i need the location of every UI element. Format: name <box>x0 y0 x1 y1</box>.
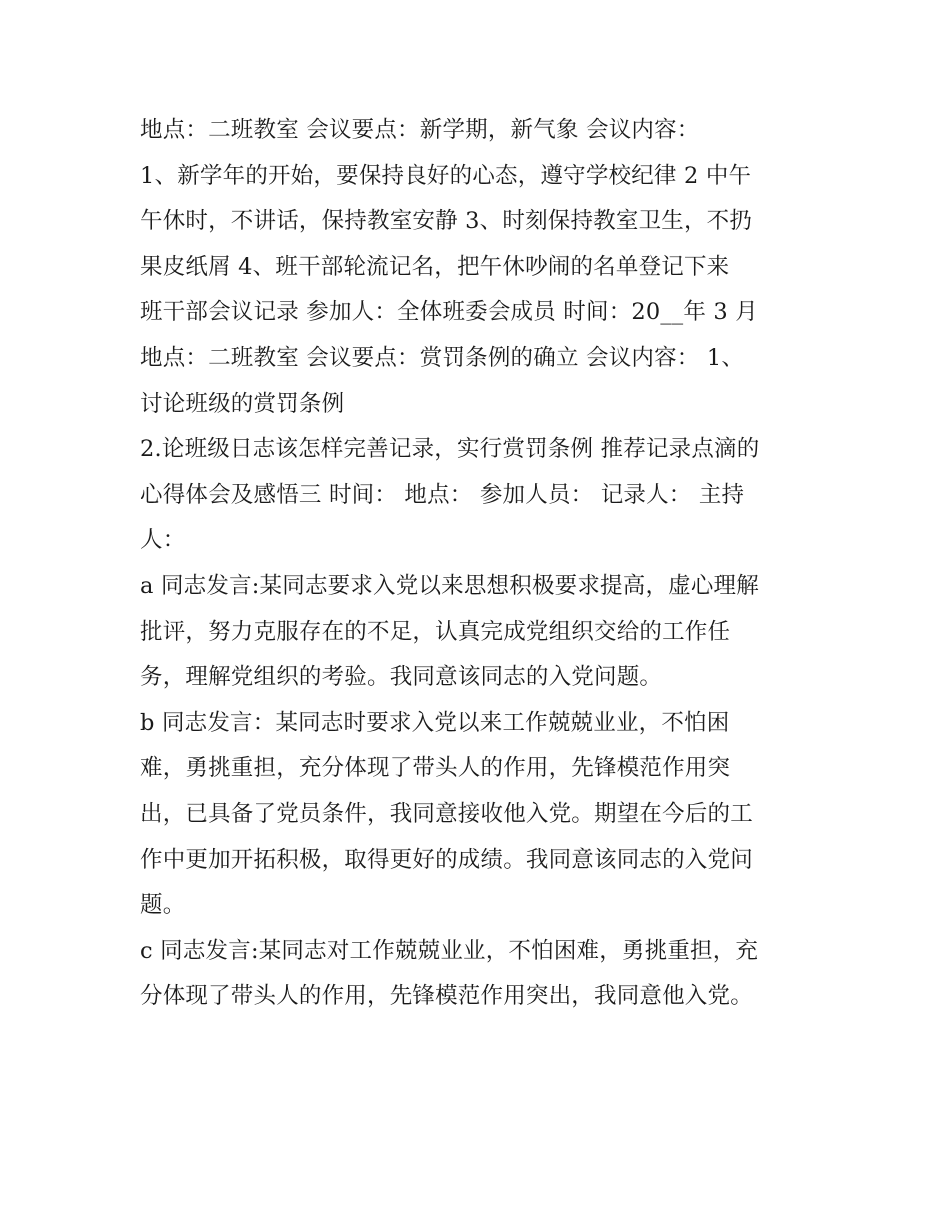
text-line: 地点：二班教室 会议要点：新学期，新气象 会议内容： <box>140 117 700 143</box>
text-line: 分体现了带头人的作用，先锋模范作用突出，我同意他入党。 <box>140 983 753 1010</box>
text-line: 题。 <box>140 892 186 919</box>
text-line: 作中更加开拓积极，取得更好的成绩。我同意该同志的入党问 <box>140 846 753 873</box>
text-line: 人： <box>140 527 186 554</box>
text-line: 果皮纸屑 4、班干部轮流记名，把午休吵闹的名单登记下来 <box>140 253 730 280</box>
text-line: 班干部会议记录 参加人：全体班委会成员 时间：20__年 3 月 <box>140 299 758 326</box>
text-line: 务，理解党组织的考验。我同意该同志的入党问题。 <box>140 664 663 691</box>
text-line: 讨论班级的赏罚条例 <box>140 390 345 417</box>
text-line: 地点：二班教室 会议要点：赏罚条例的确立 会议内容： 1、 <box>140 344 745 371</box>
text-line: 批评，努力克服存在的不足，认真完成党组织交给的工作任 <box>140 618 731 645</box>
document-body <box>140 108 820 1020</box>
text-line: a 同志发言:某同志要求入党以来思想积极要求提高，虚心理解 <box>140 572 759 599</box>
text-line: 午休时，不讲话，保持教室安静 3、时刻保持教室卫生，不扔 <box>140 208 753 235</box>
text-line: 心得体会及感悟三 时间： 地点： 参加人员： 记录人： 主持 <box>140 481 745 508</box>
text-line: 难，勇挑重担，充分体现了带头人的作用，先锋模范作用突 <box>140 755 731 782</box>
text-line: c 同志发言:某同志对工作兢兢业业，不怕困难，勇挑重担，充 <box>140 937 759 964</box>
text-line: 出，已具备了党员条件，我同意接收他入党。期望在今后的工 <box>140 800 753 827</box>
text-line: b 同志发言：某同志时要求入党以来工作兢兢业业，不怕困 <box>140 709 730 736</box>
text-line: 2.论班级日志该怎样完善记录，实行赏罚条例 推荐记录点滴的 <box>140 436 760 463</box>
text-line: 1、新学年的开始，要保持良好的心态，遵守学校纪律 2 中午 <box>140 162 752 189</box>
